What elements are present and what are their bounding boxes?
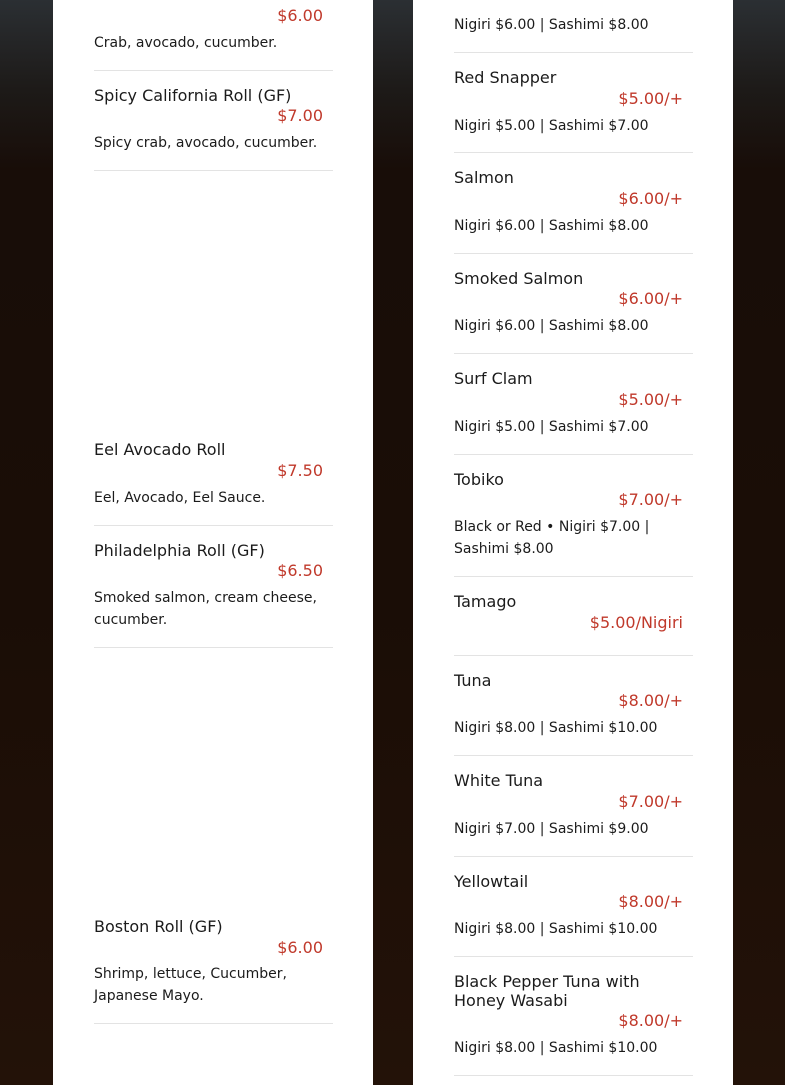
item-description: Nigiri $7.00 | Sashimi $9.00 (454, 821, 649, 837)
item-name: Salmon (454, 168, 514, 187)
item-name: Tuna (454, 671, 492, 690)
item-description: Eel, Avocado, Eel Sauce. (94, 490, 266, 506)
menu-item (454, 152, 693, 254)
item-description: Nigiri $6.00 | Sashimi $8.00 (454, 218, 649, 234)
item-price: $6.50 (277, 561, 323, 580)
menu-item (454, 52, 693, 153)
item-price: $7.00/+ (618, 490, 683, 509)
item-name: Yellowtail (454, 872, 529, 891)
menu-item (454, 856, 693, 957)
menu-item (454, 353, 693, 455)
item-description: Smoked salmon, cream cheese, cucumber. (94, 590, 317, 628)
menu-item (454, 755, 693, 857)
item-description: Nigiri $8.00 | Sashimi $10.00 (454, 921, 658, 937)
item-name: Red Snapper (454, 68, 557, 87)
item-description: Shrimp, lettuce, Cucumber, Japanese Mayo. (94, 966, 287, 1004)
menu-item (94, 902, 333, 1024)
item-name: Spicy California Roll (GF) (94, 86, 292, 105)
menu-column-right (413, 0, 733, 1085)
menu-item (94, 525, 333, 648)
item-name: White Tuna (454, 771, 544, 790)
item-price: $6.00 (277, 938, 323, 957)
item-price: $6.00/+ (618, 289, 683, 308)
item-price: $8.00/+ (618, 1011, 683, 1030)
item-price: $7.00 (277, 106, 323, 125)
item-description: Nigiri $6.00 | Sashimi $8.00 (454, 17, 649, 33)
item-price: $6.00 (277, 6, 323, 25)
item-description: Crab, avocado, cucumber. (94, 35, 278, 51)
item-description: Black or Red • Nigiri $7.00 | Sashimi $8.00 (454, 519, 650, 557)
item-name: Tobiko (454, 470, 504, 489)
menu-item (454, 253, 693, 354)
item-name: Eel Avocado Roll (94, 440, 226, 459)
menu-item (454, 576, 693, 656)
item-name: Tamago (454, 592, 517, 611)
menu-item (454, 0, 693, 53)
item-price: $5.00/+ (618, 390, 683, 409)
item-name: Philadelphia Roll (GF) (94, 541, 265, 560)
item-description: Nigiri $8.00 | Sashimi $10.00 (454, 720, 658, 736)
menu-item (94, 425, 333, 526)
item-price: $8.00/+ (618, 691, 683, 710)
item-name: Black Pepper Tuna with Honey Wasabi (454, 972, 640, 1010)
menu-item (454, 454, 693, 577)
item-price: $7.00/+ (618, 792, 683, 811)
item-name: Smoked Salmon (454, 269, 584, 288)
item-name: Surf Clam (454, 369, 533, 388)
item-description: Nigiri $5.00 | Sashimi $7.00 (454, 118, 649, 134)
item-description: Nigiri $5.00 | Sashimi $7.00 (454, 419, 649, 435)
item-description: Nigiri $6.00 | Sashimi $8.00 (454, 318, 649, 334)
item-price: $7.50 (277, 461, 323, 480)
menu-item (94, 70, 333, 171)
item-name: Boston Roll (GF) (94, 917, 223, 936)
item-description: Nigiri $8.00 | Sashimi $10.00 (454, 1040, 658, 1056)
menu-item (454, 956, 693, 1076)
item-price: $8.00/+ (618, 892, 683, 911)
menu-item (454, 655, 693, 756)
menu-column-left (53, 0, 373, 1085)
item-price: $5.00/+ (618, 89, 683, 108)
item-description: Spicy crab, avocado, cucumber. (94, 135, 318, 151)
menu-item (94, 0, 333, 71)
item-price: $6.00/+ (618, 189, 683, 208)
item-price: $5.00/Nigiri (589, 613, 683, 632)
